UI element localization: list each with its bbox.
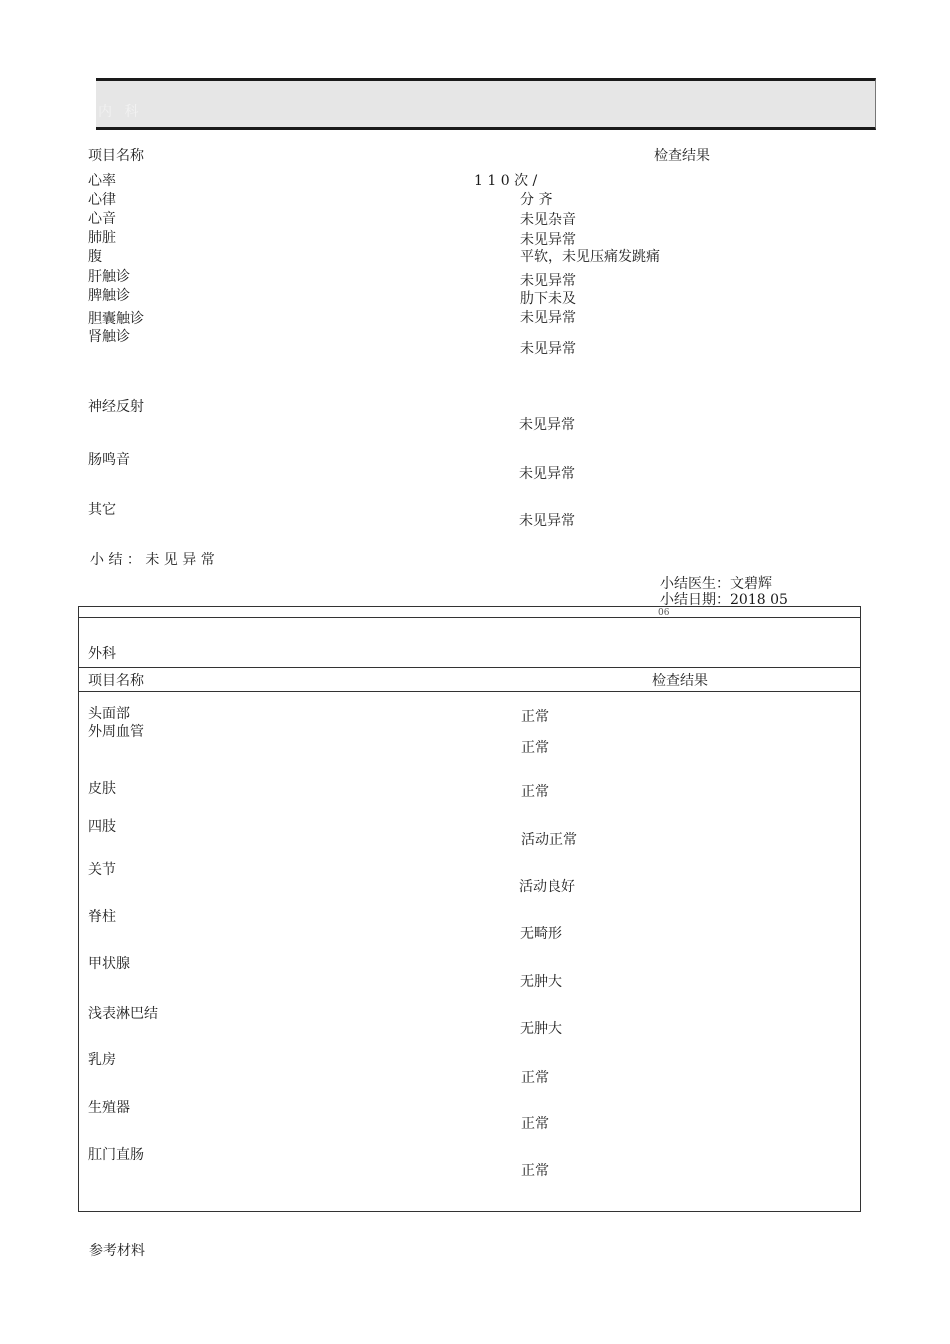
surgery-col-result-header: 检查结果 <box>652 673 708 689</box>
internal-item-abdomen: 腹 <box>88 249 102 265</box>
surgery-item-limbs: 四肢 <box>88 819 116 835</box>
surgery-result-peripheral-vessels: 正常 <box>521 740 549 756</box>
surgery-item-spine: 脊柱 <box>88 909 116 925</box>
surgery-col-item-header: 项目名称 <box>88 673 144 689</box>
internal-item-spleen: 脾触诊 <box>88 288 130 304</box>
summary-date: 小结日期：2018 05 <box>660 592 788 608</box>
internal-result-kidney: 未见异常 <box>520 341 576 357</box>
summary-doctor: 小结医生：文碧辉 <box>660 576 772 592</box>
internal-section-title: 内 科 <box>98 104 143 120</box>
internal-item-lung: 肺脏 <box>88 230 116 246</box>
internal-col-item-header: 项目名称 <box>88 148 144 164</box>
footer-note: 参考材料 <box>89 1243 145 1259</box>
internal-result-abdomen: 平软，未见压痛发跳痛 <box>520 249 660 265</box>
internal-result-gallbladder: 未见异常 <box>520 310 576 326</box>
surgery-item-joints: 关节 <box>88 862 116 878</box>
surgery-item-thyroid: 甲状腺 <box>88 956 130 972</box>
internal-summary: 小 结 ： 未 见 异 常 <box>90 552 215 568</box>
internal-item-gallbladder: 胆囊触诊 <box>88 311 144 327</box>
surgery-item-anorectal: 肛门直肠 <box>88 1147 144 1163</box>
surgery-result-spine: 无畸形 <box>520 926 562 942</box>
internal-item-bowel-sound: 肠鸣音 <box>88 452 130 468</box>
internal-item-other: 其它 <box>88 502 116 518</box>
surgery-item-lymph-nodes: 浅表淋巴结 <box>88 1006 158 1022</box>
surgery-item-genitals: 生殖器 <box>88 1100 130 1116</box>
internal-result-heart-rate: 1 1 0 次 / <box>474 173 538 189</box>
surgery-item-skin: 皮肤 <box>88 781 116 797</box>
summary-date-continued: 06 <box>658 608 670 618</box>
internal-col-result-header: 检查结果 <box>654 148 710 164</box>
surgery-item-breast: 乳房 <box>88 1052 116 1068</box>
internal-result-nerve-reflex: 未见异常 <box>519 417 575 433</box>
internal-section-header <box>96 78 876 130</box>
surgery-result-limbs: 活动正常 <box>521 832 577 848</box>
internal-result-other: 未见异常 <box>519 513 575 529</box>
internal-item-heart-rate: 心率 <box>88 173 116 189</box>
surgery-result-joints: 活动良好 <box>519 879 575 895</box>
surgery-result-genitals: 正常 <box>521 1116 549 1132</box>
internal-result-lung: 未见异常 <box>520 232 576 248</box>
surgery-title-divider <box>78 667 861 668</box>
internal-result-heart-sound: 未见杂音 <box>520 212 576 228</box>
surgery-result-skin: 正常 <box>521 784 549 800</box>
surgery-section-title: 外科 <box>88 646 116 662</box>
internal-result-spleen: 肋下未及 <box>520 291 576 307</box>
surgery-item-peripheral-vessels: 外周血管 <box>88 724 144 740</box>
internal-item-heart-rhythm: 心律 <box>88 192 116 208</box>
surgery-result-thyroid: 无肿大 <box>520 974 562 990</box>
surgery-item-head-face: 头面部 <box>88 706 130 722</box>
surgery-result-anorectal: 正常 <box>521 1163 549 1179</box>
internal-item-nerve-reflex: 神经反射 <box>88 399 144 415</box>
internal-result-bowel-sound: 未见异常 <box>519 466 575 482</box>
surgery-result-lymph-nodes: 无肿大 <box>520 1021 562 1037</box>
internal-item-liver: 肝触诊 <box>88 269 130 285</box>
internal-item-heart-sound: 心音 <box>88 211 116 227</box>
surgery-result-head-face: 正常 <box>521 709 549 725</box>
surgery-header-divider <box>78 691 861 692</box>
surgery-result-breast: 正常 <box>521 1070 549 1086</box>
internal-result-heart-rhythm: 分 齐 <box>520 192 553 208</box>
internal-result-liver: 未见异常 <box>520 273 576 289</box>
surgery-section-box <box>78 617 861 1212</box>
internal-item-kidney: 肾触诊 <box>88 329 130 345</box>
